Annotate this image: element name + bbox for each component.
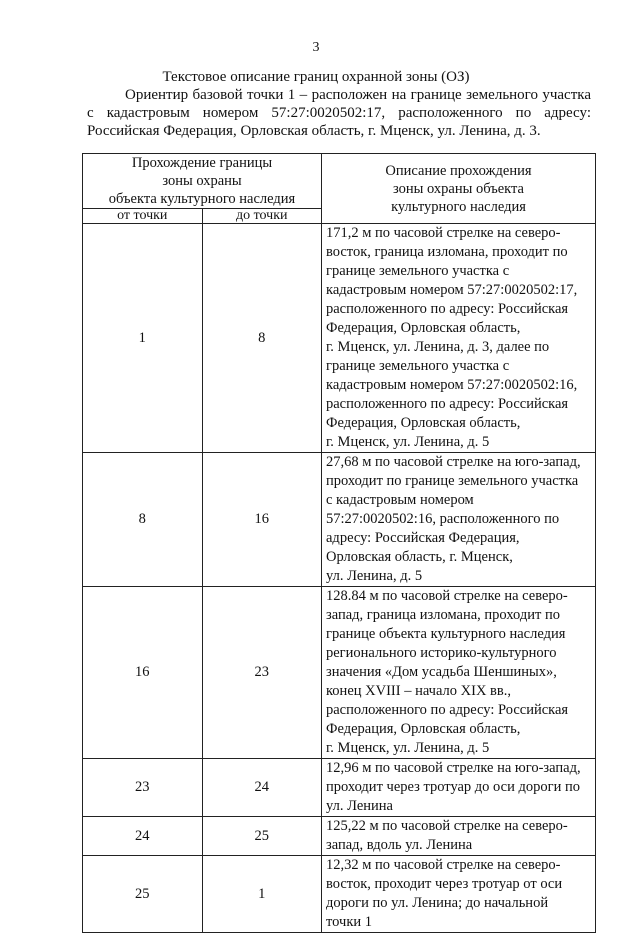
intro-paragraph: Ориентир базовой точки 1 – расположен на границе земельного участка с кадастровым номером 57:27:0020502:17, расположенного по адресу: Российская Федерация, Орловская область, г. Мценск, ул. Ленина, д. 3. bbox=[87, 87, 591, 139]
description-line: Федерация, Орловская область, bbox=[326, 320, 521, 336]
description-line: значения «Дом усадьба Шеншиных», bbox=[326, 664, 557, 680]
from-point-cell: 16 bbox=[83, 587, 203, 759]
description-line: 27,68 м по часовой стрелке на юго-запад, bbox=[326, 454, 581, 470]
header-line: культурного наследия bbox=[391, 198, 526, 215]
from-point-cell: 8 bbox=[83, 453, 203, 587]
description-line: кадастровым номером 57:27:0020502:17, bbox=[326, 282, 578, 298]
description-line: кадастровым номером 57:27:0020502:16, bbox=[326, 377, 578, 393]
to-point-cell: 16 bbox=[202, 453, 322, 587]
description-line: ул. Ленина bbox=[326, 798, 393, 814]
description-cell bbox=[322, 817, 596, 856]
header-line: зоны охраны объекта bbox=[393, 180, 524, 197]
description-line: расположенного по адресу: Российская bbox=[326, 396, 569, 412]
description-cell bbox=[322, 759, 596, 817]
description-line: проходит по границе земельного участка bbox=[326, 473, 579, 489]
description-line: г. Мценск, ул. Ленина, д. 5 bbox=[326, 740, 490, 756]
header-line: Описание прохождения bbox=[385, 162, 532, 179]
description-line: границе объекта культурного наследия bbox=[326, 626, 566, 642]
header-line: зоны охраны bbox=[162, 173, 242, 189]
header-line: Прохождение границы bbox=[131, 155, 273, 171]
description-line: Федерация, Орловская область, bbox=[326, 415, 521, 431]
header-description bbox=[322, 154, 596, 224]
description-line: расположенного по адресу: Российская bbox=[326, 702, 569, 718]
table-row bbox=[83, 453, 596, 587]
from-point-cell: 23 bbox=[83, 759, 203, 817]
description-line: г. Мценск, ул. Ленина, д. 3, далее по bbox=[326, 339, 550, 355]
page-number: 3 bbox=[312, 40, 320, 55]
description-line: 125,22 м по часовой стрелке на северо- bbox=[326, 818, 568, 834]
boundary-table bbox=[82, 153, 596, 933]
header-boundary-passage bbox=[83, 154, 322, 209]
description-line: восток, граница изломана, проходит по bbox=[326, 244, 568, 260]
description-line: границе земельного участка с bbox=[326, 358, 510, 374]
description-line: адресу: Российская Федерация, bbox=[326, 530, 520, 546]
document-title: Текстовое описание границ охранной зоны (ОЗ) bbox=[162, 69, 470, 85]
from-point-cell: 25 bbox=[83, 856, 203, 933]
description-line: 12,96 м по часовой стрелке на юго-запад, bbox=[326, 760, 581, 776]
table-row bbox=[83, 856, 596, 933]
header-from-point: от точки bbox=[83, 209, 203, 224]
from-point-cell: 24 bbox=[83, 817, 203, 856]
description-line: Федерация, Орловская область, bbox=[326, 721, 521, 737]
description-cell bbox=[322, 453, 596, 587]
description-line: 171,2 м по часовой стрелке на северо- bbox=[326, 225, 561, 241]
description-line: восток, проходит через тротуар от оси bbox=[326, 876, 563, 892]
table-body bbox=[83, 224, 596, 933]
table-row bbox=[83, 817, 596, 856]
header-to-point: до точки bbox=[202, 209, 322, 224]
description-line: точки 1 bbox=[326, 914, 372, 930]
table-row bbox=[83, 224, 596, 453]
header-line: объекта культурного наследия bbox=[108, 191, 296, 207]
to-point-cell: 23 bbox=[202, 587, 322, 759]
to-point-cell: 24 bbox=[202, 759, 322, 817]
description-line: г. Мценск, ул. Ленина, д. 5 bbox=[326, 434, 490, 450]
description-line: границе земельного участка с bbox=[326, 263, 510, 279]
description-line: дороги по ул. Ленина; до начальной bbox=[326, 895, 549, 911]
description-line: 57:27:0020502:16, расположенного по bbox=[326, 511, 560, 527]
description-line: ул. Ленина, д. 5 bbox=[326, 568, 423, 584]
description-line: проходит через тротуар до оси дороги по bbox=[326, 779, 580, 795]
to-point-cell: 1 bbox=[202, 856, 322, 933]
table-row bbox=[83, 759, 596, 817]
description-line: 12,32 м по часовой стрелке на северо- bbox=[326, 857, 561, 873]
to-point-cell: 25 bbox=[202, 817, 322, 856]
description-line: запад, граница изломана, проходит по bbox=[326, 607, 560, 623]
description-line: конец XVIII – начало XIX вв., bbox=[326, 683, 511, 699]
to-point-cell: 8 bbox=[202, 224, 322, 453]
description-line: с кадастровым номером bbox=[326, 492, 474, 508]
description-cell bbox=[322, 587, 596, 759]
from-point-cell: 1 bbox=[83, 224, 203, 453]
description-line: Орловская область, г. Мценск, bbox=[326, 549, 513, 565]
table-row bbox=[83, 587, 596, 759]
description-cell bbox=[322, 224, 596, 453]
description-line: 128.84 м по часовой стрелке на северо- bbox=[326, 588, 568, 604]
description-cell bbox=[322, 856, 596, 933]
description-line: регионального историко-культурного bbox=[326, 645, 557, 661]
description-line: расположенного по адресу: Российская bbox=[326, 301, 569, 317]
description-line: запад, вдоль ул. Ленина bbox=[326, 837, 473, 853]
